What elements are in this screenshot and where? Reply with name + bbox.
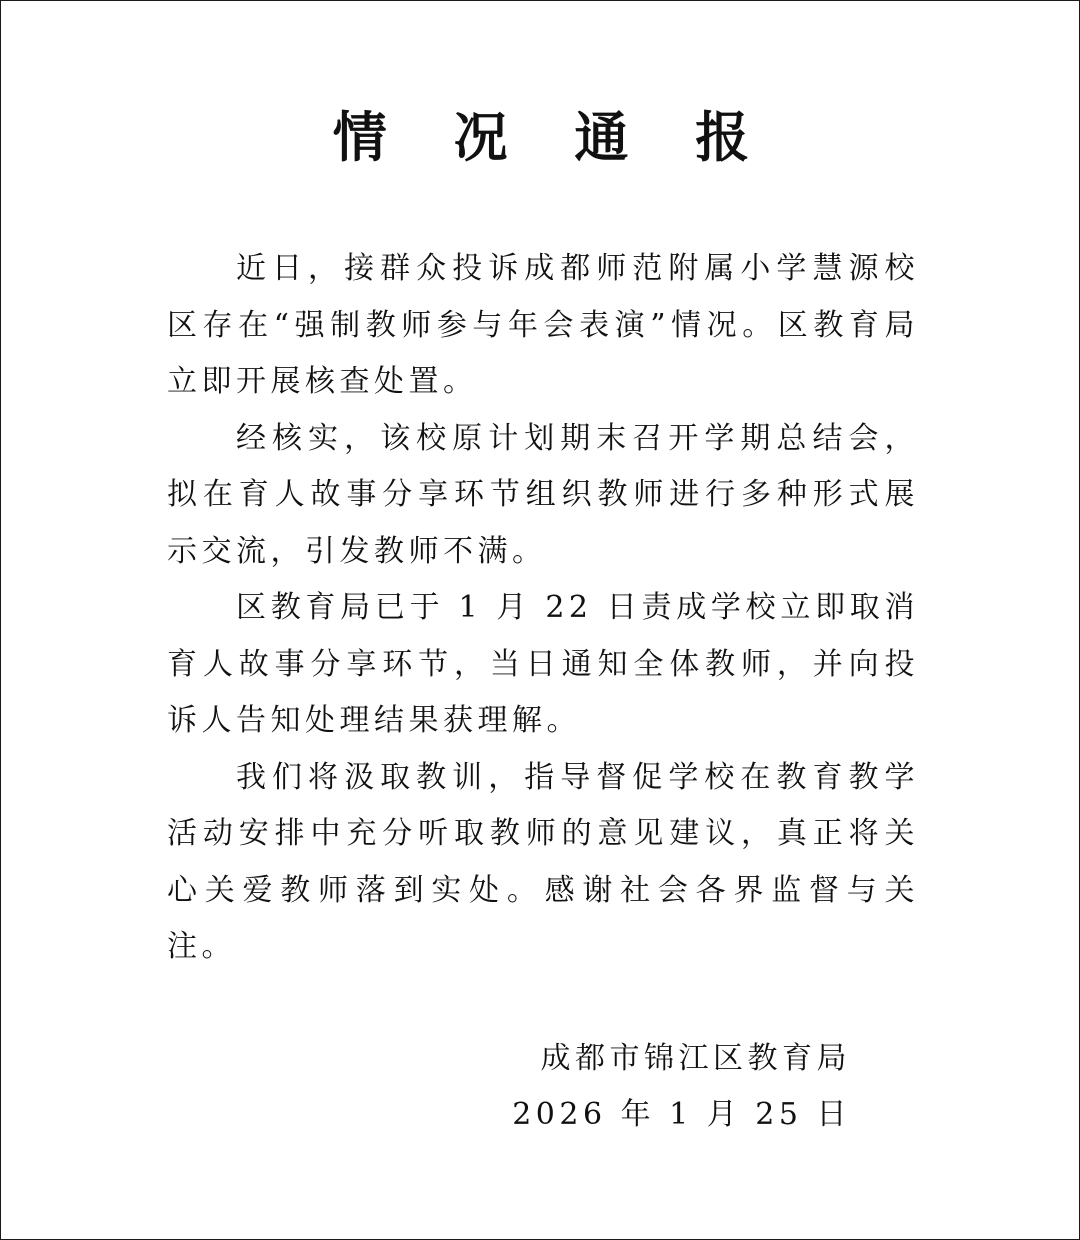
issuer-name: 成都市锦江区教育局	[540, 1041, 851, 1076]
paragraph-commitment: 我们将汲取教训，指导督促学校在教育教学活动安排中充分听取教师的意见建议，真正将关心关爱教师落到实处。感谢社会各界监督与关注。	[167, 759, 919, 964]
issue-date: 2026 年 1 月 25 日	[512, 1097, 851, 1132]
paragraph-action: 区教育局已于 1 月 22 日责成学校立即取消育人故事分享环节，当日通知全体教师，并向投诉人告知处理结果获理解。	[167, 590, 919, 738]
document-title: 情 况 通 报	[332, 105, 774, 169]
paragraph-complaint: 近日，接群众投诉成都师范附属小学慧源校区存在“强制教师参与年会表演”情况。区教育局立即开展核查处置。	[167, 251, 919, 399]
paragraph-verification: 经核实，该校原计划期末召开学期总结会，拟在育人故事分享环节组织教师进行多种形式展示交流，引发教师不满。	[167, 420, 919, 569]
document-body	[167, 241, 919, 976]
